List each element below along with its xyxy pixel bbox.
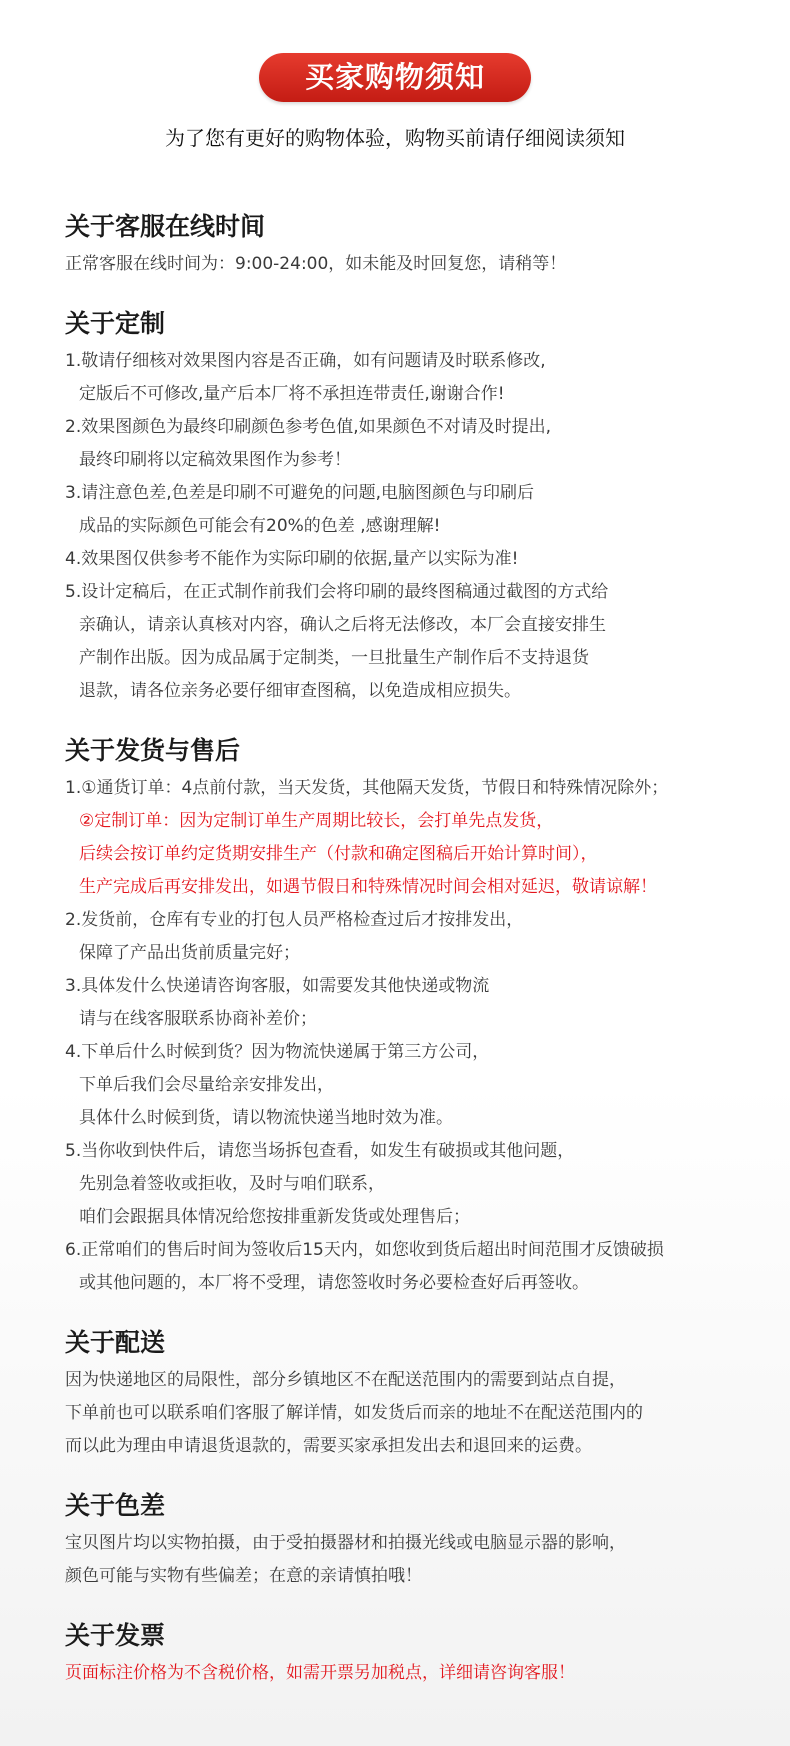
section-line-highlight: 页面标注价格为不含税价格，如需开票另加税点，详细请咨询客服！: [65, 1663, 575, 1683]
section-line: 最终印刷将以定稿效果图作为参考！: [79, 450, 351, 470]
section-line-highlight: ②定制订单：因为定制订单生产周期比较长，会打单先点发货，: [79, 811, 554, 831]
section-line: 下单后我们会尽量给亲安排发出，: [79, 1075, 334, 1095]
section-service-hours: [65, 210, 765, 281]
section-title: 关于客服在线时间: [65, 212, 266, 241]
section-line: 4.效果图仅供参考不能作为实际印刷的依据,量产以实际为准!: [65, 549, 519, 569]
section-customization: [65, 307, 765, 708]
section-title: 关于色差: [65, 1491, 166, 1520]
section-shipping-after-sales: [65, 734, 765, 1300]
section-color-difference: [65, 1489, 765, 1593]
section-line: 成品的实际颜色可能会有20%的色差 ,感谢理解!: [79, 516, 441, 536]
section-title: 关于配送: [65, 1328, 166, 1357]
section-line-highlight: 后续会按订单约定货期安排生产（付款和确定图稿后开始计算时间），: [79, 844, 598, 864]
section-line: 5.设计定稿后，在正式制作前我们会将印刷的最终图稿通过截图的方式给: [65, 582, 609, 602]
section-line: 宝贝图片均以实物拍摄，由于受拍摄器材和拍摄光线或电脑显示器的影响，: [65, 1533, 626, 1553]
notice-content: [65, 210, 765, 1690]
section-line: 先别急着签收或拒收，及时与咱们联系，: [79, 1174, 385, 1194]
section-line: 或其他问题的，本厂将不受理，请您签收时务必要检查好后再签收。: [79, 1273, 589, 1293]
section-line: 请与在线客服联系协商补差价；: [79, 1009, 317, 1029]
section-line-highlight: 生产完成后再安排发出，如遇节假日和特殊情况时间会相对延迟，敬请谅解！: [79, 877, 657, 897]
section-title: 关于定制: [65, 309, 166, 338]
section-line: 具体什么时候到货，请以物流快递当地时效为准。: [79, 1108, 453, 1128]
notice-banner: 买家购物须知: [259, 53, 531, 102]
section-line: 5.当你收到快件后，请您当场拆包查看，如发生有破损或其他问题，: [65, 1141, 575, 1161]
section-line: 3.具体发什么快递请咨询客服，如需要发其他快递或物流: [65, 976, 490, 996]
section-line: 因为快递地区的局限性，部分乡镇地区不在配送范围内的需要到站点自提，: [65, 1370, 626, 1390]
section-invoice: [65, 1619, 765, 1690]
section-line: 2.发货前，仓库有专业的打包人员严格检查过后才按排发出，: [65, 910, 524, 930]
section-title: 关于发货与售后: [65, 736, 241, 765]
section-line: 保障了产品出货前质量完好；: [79, 943, 300, 963]
section-line: 定版后不可修改,量产后本厂将不承担连带责任,谢谢合作!: [79, 384, 505, 404]
notice-subtitle: 为了您有更好的购物体验，购物买前请仔细阅读须知: [165, 126, 625, 150]
section-line: 4.下单后什么时候到货？因为物流快递属于第三方公司，: [65, 1042, 490, 1062]
section-line: 颜色可能与实物有些偏差；在意的亲请慎拍哦！: [65, 1566, 422, 1586]
section-line: 1.①通货订单：4点前付款，当天发货，其他隔天发货，节假日和特殊情况除外；: [65, 778, 669, 798]
section-line: 产制作出版。因为成品属于定制类，一旦批量生产制作后不支持退货: [79, 648, 589, 668]
section-line: 退款，请各位亲务必要仔细审查图稿，以免造成相应损失。: [79, 681, 521, 701]
section-title: 关于发票: [65, 1621, 166, 1650]
section-delivery: [65, 1326, 765, 1463]
section-line: 下单前也可以联系咱们客服了解详情，如发货后而亲的地址不在配送范围内的: [65, 1403, 643, 1423]
section-line: 2.效果图颜色为最终印刷颜色参考色值,如果颜色不对请及时提出,: [65, 417, 552, 437]
section-line: 3.请注意色差,色差是印刷不可避免的问题,电脑图颜色与印刷后: [65, 483, 535, 503]
section-line: 正常客服在线时间为：9:00-24:00，如未能及时回复您，请稍等！: [65, 254, 567, 274]
section-line: 亲确认，请亲认真核对内容，确认之后将无法修改，本厂会直接安排生: [79, 615, 606, 635]
section-line: 6.正常咱们的售后时间为签收后15天内，如您收到货后超出时间范围才反馈破损: [65, 1240, 664, 1260]
section-line: 咱们会跟据具体情况给您按排重新发货或处理售后；: [79, 1207, 470, 1227]
section-line: 1.敬请仔细核对效果图内容是否正确，如有问题请及时联系修改,: [65, 351, 546, 371]
section-line: 而以此为理由申请退货退款的，需要买家承担发出去和退回来的运费。: [65, 1436, 592, 1456]
